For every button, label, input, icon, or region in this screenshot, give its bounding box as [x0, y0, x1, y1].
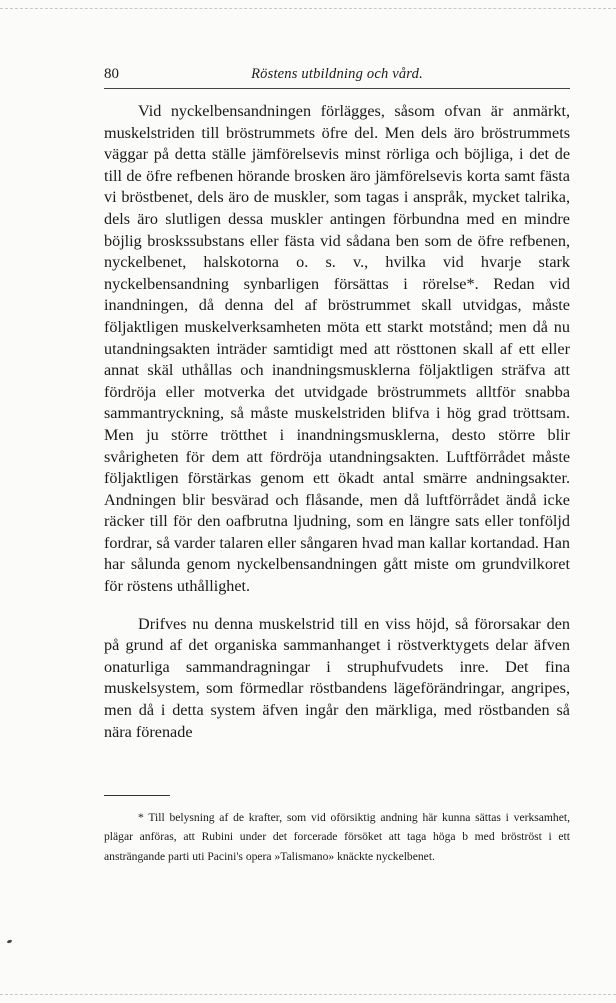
paragraph-2: Drifves nu denna muskelstrid till en viss höjd, så förorsakar den på grund af det organiska sammanhanget i röstverktygets delar äfven onaturliga sammandragningar i struphufvudets inre. Det fina muskelsystem, som förmedlar röstbandens lägeförändringar, angripes, men då i detta system äfven ingår den märkliga, med röstbanden så nära förenade: [104, 614, 570, 741]
body-text: [104, 101, 570, 743]
footnote-rule: [104, 795, 170, 796]
footnote-text: * Till belysning af de krafter, som vid oförsiktig andning här kunna sättas i verksamhet, plägar anföras, att Rubini under det forcerade försöket att taga höga b med bröströst i ett ansträngande parti uti Pacini's opera »Talismano» knäckte nyckelbenet.: [104, 811, 570, 863]
page-header: [104, 66, 570, 89]
running-title: Röstens utbildning och vård.: [251, 66, 423, 82]
scan-speck: [7, 939, 13, 944]
scan-edge-bottom: [0, 994, 616, 995]
footnote: [104, 808, 570, 866]
page-number: 80: [104, 66, 119, 82]
paragraph-1: Vid nyckelbensandningen förlägges, såsom ofvan är anmärkt, muskelstriden till bröstrummets öfre del. Men dels äro bröstrummets väggar på detta ställe jämförelsevis minst rörliga och böjliga, i det de till de öfre refbenen hörande brosken äro jämförelsevis korta samt fästa vi bröstbenet, dels äro de muskler, som tagas i anspråk, mycket talrika, dels äro slutligen dessa muskler antingen förbundna med en mindre böjlig broskssubstans eller fästa vid sådana ben som de öfre refbenen, nyckelbenet, halskotorna o. s. v., hvilka vid hvarje stark nyckelbensandning synbarligen försättas i rörelse*. Redan vid inandningen, då denna del af bröstrummet skall utvidgas, måste följaktligen muskelverksamheten möta ett starkt motstånd; men då nu utandningsakten inträder samtidigt med att rösttonen skall af ett eller annat skäl uthållas och inandningsmusklerna följaktligen sträfva att fördröja eller motverka det utvidgade bröstrummets alltför snabba sammantryckning, så måste muskelstriden blifva i hög grad tröttsam. Men ju större trötthet i inandningsmusklerna, desto större blir svårigheten för dem att fördröja utandningsakten. Luftförrådet måste följaktligen förstärkas genom ett ökadt antal smärre andningsakter. Andningen blir besvärad och flåsande, men då luftförrådet ändå icke räcker till för den oafbrutna ljudning, som en längre sats eller tonföljd fordrar, så varder talaren eller sångaren hvad man kallar kortandad. Han har sålunda genom nyckelbensandningen gått miste om grundvilkoret för röstens uthållighet.: [104, 102, 570, 596]
scan-edge-top: [0, 8, 616, 9]
